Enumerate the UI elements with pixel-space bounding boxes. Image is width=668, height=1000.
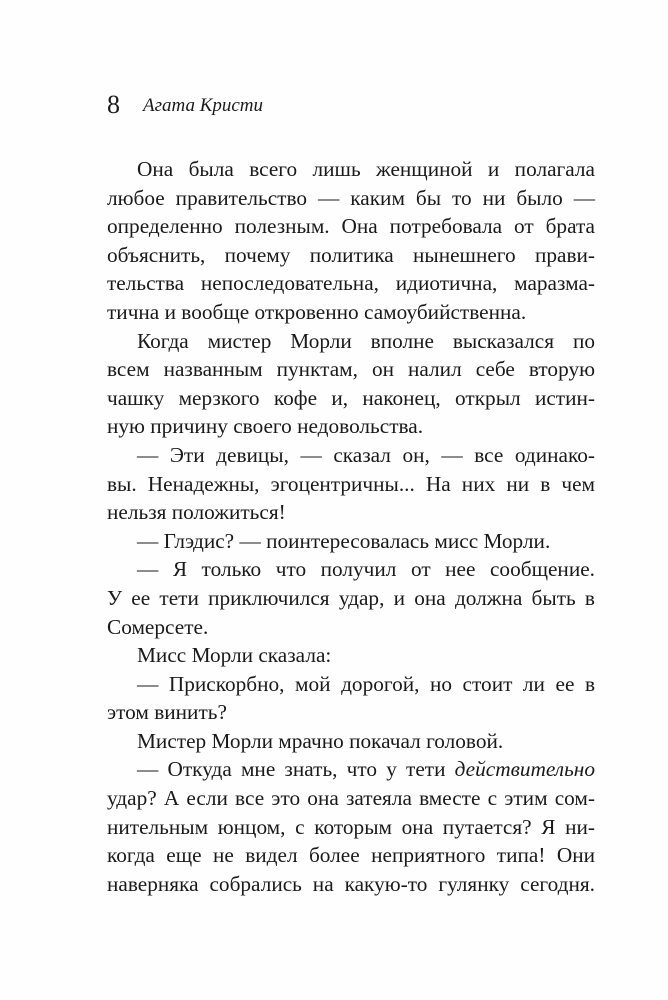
- text-line-content: всем названным пунктам, он налил себе вторую: [107, 357, 595, 382]
- running-head-author: Агата Кристи: [143, 95, 263, 116]
- text-line: [107, 670, 595, 699]
- text-line-content: когда еще не видел более неприятного типа! Они: [107, 843, 595, 868]
- text-line: [107, 384, 595, 413]
- text-line-content: тельства непоследовательна, идиотична, маразма-: [107, 271, 595, 296]
- text-line-content: Она была всего лишь женщиной и полагала: [137, 157, 595, 181]
- text-line: [107, 155, 595, 184]
- text-line-content: — Эти девицы, — сказал он, — все одинако-: [137, 442, 595, 467]
- text-line-content: — Глэдис? — поинтересовалась мисс Морли.: [137, 528, 551, 553]
- emphasized-word: действительно: [454, 757, 595, 782]
- text-line-content: тична и вообще откровенно самоубийственна.: [107, 299, 527, 324]
- text-line: [107, 527, 595, 556]
- text-line: [107, 613, 595, 642]
- text-line-content: — Я только что получил от нее сообщение.: [137, 557, 595, 582]
- text-line: [107, 298, 595, 327]
- text-line-content: чашку мерзкого кофе и, наконец, открыл истин-: [107, 385, 595, 410]
- text-line: [107, 727, 595, 756]
- text-line-content: — Откуда мне знать, что у тети: [137, 757, 455, 782]
- text-line-content: определенно полезным. Она потребовала от брата: [107, 214, 595, 239]
- text-line-content: Когда мистер Морли вполне высказался по: [137, 328, 595, 353]
- text-line: [107, 498, 595, 527]
- text-line: [107, 698, 595, 727]
- text-line-content: Мисс Морли сказала:: [137, 643, 332, 668]
- text-line: [107, 470, 595, 499]
- text-line-content: вы. Ненадежны, эгоцентричны... На них ни в чем: [107, 471, 595, 496]
- text-line: [107, 412, 595, 441]
- text-line-content: Сомерсете.: [107, 614, 209, 639]
- text-line-content: объяснить, почему политика нынешнего прави-: [107, 242, 595, 267]
- text-line-content: удар? А если все это она затеяла вместе с этим сом-: [107, 786, 595, 811]
- text-line-content: Мистер Морли мрачно покачал головой.: [137, 728, 504, 753]
- text-line-content: этом винить?: [107, 700, 227, 725]
- text-line: [107, 441, 595, 470]
- text-line-content: наверняка собрались на какую-то гулянку сегодня.: [107, 871, 595, 896]
- text-line: [107, 355, 595, 384]
- text-line-content: нельзя положиться!: [107, 500, 286, 525]
- text-line: [107, 269, 595, 298]
- text-line-content: ную причину своего недовольства.: [107, 414, 424, 439]
- text-line-content: любое правительство — каким бы то ни было —: [107, 185, 595, 210]
- text-line: [107, 555, 595, 584]
- text-line: [107, 241, 595, 270]
- text-line: [107, 184, 595, 213]
- text-line: [107, 755, 595, 784]
- text-line-content: нительным юнцом, с которым она путается? Я ни-: [107, 814, 595, 839]
- text-line: [107, 841, 595, 870]
- text-line: [107, 327, 595, 356]
- page-number: 8: [107, 90, 120, 119]
- text-line-content: — Прискорбно, мой дорогой, но стоит ли ее в: [137, 671, 595, 696]
- text-line: [107, 870, 595, 899]
- body-text: [107, 155, 595, 898]
- text-line: [107, 784, 595, 813]
- text-line-content: У ее тети приключился удар, и она должна быть в: [107, 585, 595, 610]
- text-line: [107, 212, 595, 241]
- text-line: [107, 584, 595, 613]
- text-line: [107, 813, 595, 842]
- text-line: [107, 641, 595, 670]
